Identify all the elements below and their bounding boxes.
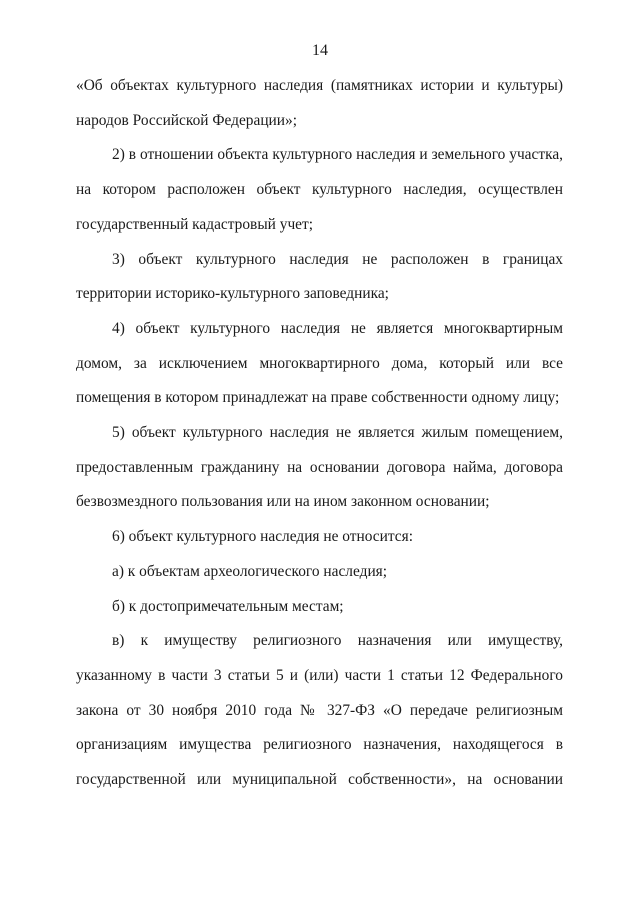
paragraph-subitem-b: б) к достопримечательным местам;: [112, 597, 344, 615]
paragraph-item-2: 2) в отношении объекта культурного наследия и земельного участка, на котором расположен объект культурного наследия, осуществлен государственный кадастровый учет;: [76, 146, 563, 233]
paragraph-item-3: 3) объект культурного наследия не расположен в границах территории историко-культурного заповедника;: [76, 250, 563, 303]
paragraph-item-6: 6) объект культурного наследия не относится:: [112, 528, 413, 546]
page-number: 14: [312, 42, 328, 59]
paragraph-item-5: 5) объект культурного наследия не является жилым помещением, предоставленным гражданину на основании договора найма, договора безвозмездного пользования или на ином законном основании;: [76, 424, 563, 511]
document-body: [76, 69, 563, 798]
paragraph-law-title-continuation: «Об объектах культурного наследия (памятниках истории и культуры) народов Российской Федерации»;: [76, 77, 563, 129]
paragraph-subitem-v: в) к имуществу религиозного назначения или имуществу, указанному в части 3 статьи 5 и (или) части 1 статьи 12 Федерального закона от 30 ноября 2010 года № 327-ФЗ «О передаче религиозным организациям имущества религиозного назначения, находящегося в государственной или муниципальной собственности», на основании: [76, 632, 563, 789]
paragraph-item-4: 4) объект культурного наследия не является многоквартирным домом, за исключением многоквартирного дома, который или все помещения в котором принадлежат на праве собственности одному лицу;: [76, 319, 563, 407]
paragraph-subitem-a: а) к объектам археологического наследия;: [112, 562, 388, 580]
